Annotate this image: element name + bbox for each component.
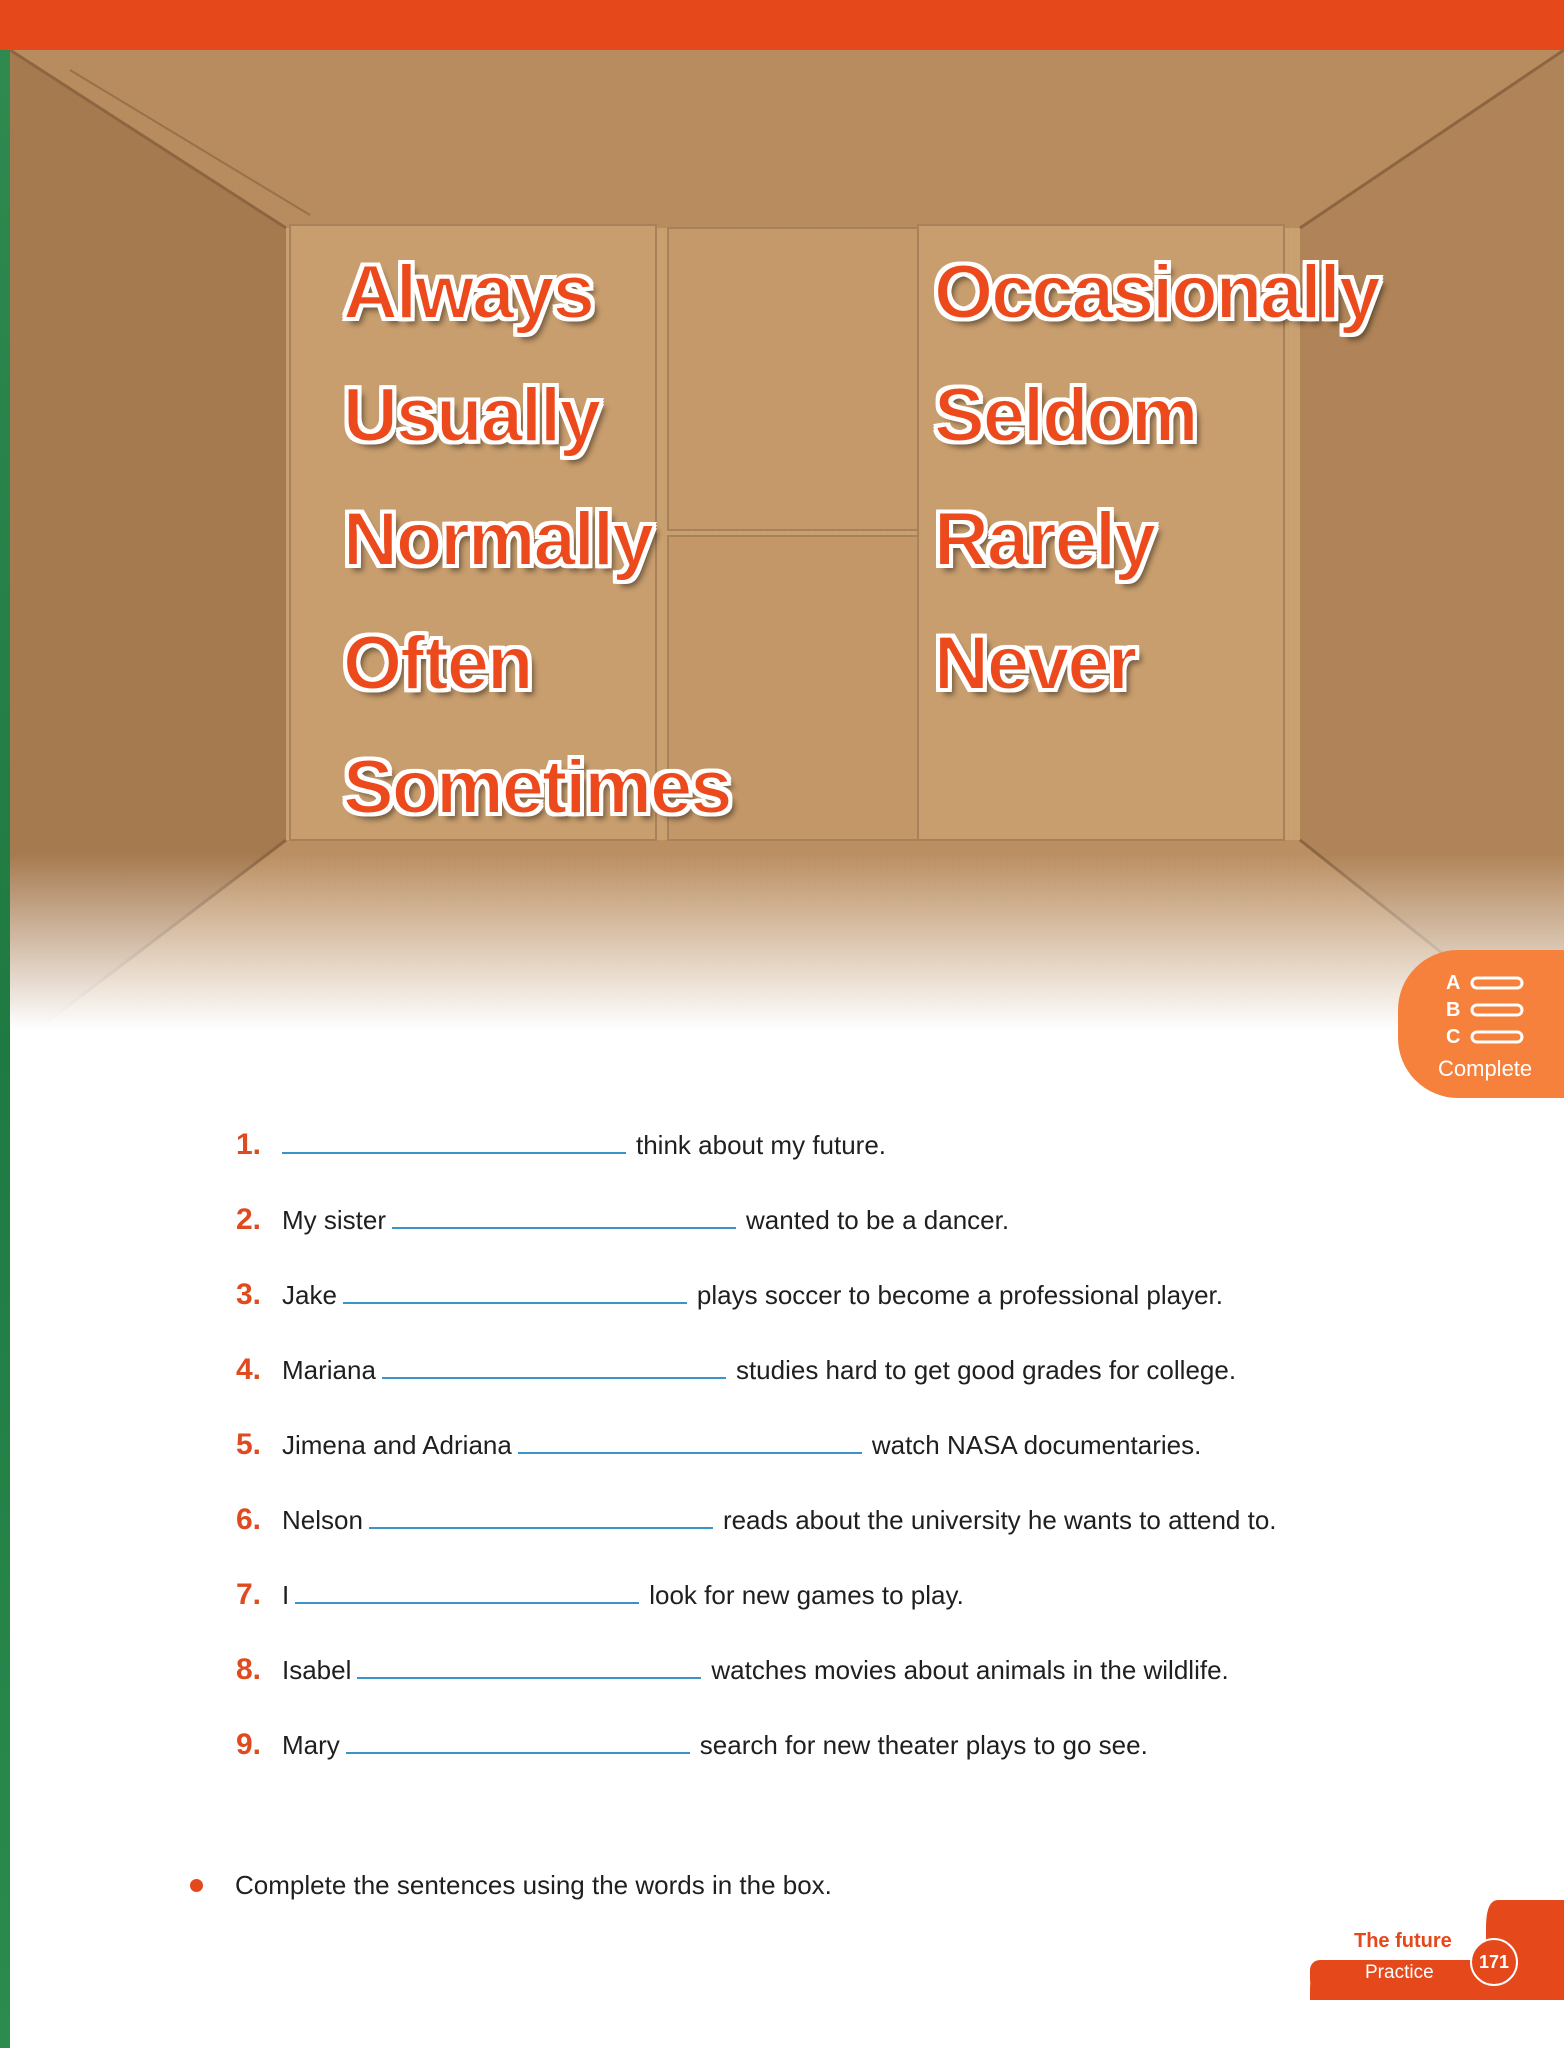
answer-blank[interactable]: [518, 1450, 862, 1454]
item-number: 1.: [236, 1128, 262, 1161]
item-text-before: I: [282, 1580, 290, 1610]
item-text-after: think about my future.: [636, 1130, 887, 1160]
item-text-after: watches movies about animals in the wildlife.: [711, 1655, 1229, 1685]
item-text-before: Mariana: [282, 1355, 376, 1385]
list-item: [236, 1503, 1277, 1553]
word-never: Never: [934, 621, 1136, 706]
item-text-after: watch NASA documentaries.: [871, 1430, 1202, 1460]
item-text-before: Nelson: [282, 1505, 363, 1535]
answer-blank[interactable]: [282, 1150, 626, 1154]
word-usually: Usually: [343, 373, 600, 458]
cardboard-box-image: [10, 50, 1564, 1030]
item-number: 3.: [236, 1278, 262, 1311]
item-text-before: Jake: [282, 1280, 337, 1310]
list-lines-icon: [1470, 976, 1526, 1046]
activity-type-tab: [1398, 950, 1564, 1098]
item-number: 9.: [236, 1728, 262, 1761]
abc-list-icon: [1446, 970, 1460, 1051]
page-footer-tab: [1310, 1898, 1564, 2000]
section-title: Practice: [1365, 1962, 1434, 1983]
list-item: [236, 1278, 1223, 1328]
list-item: [236, 1578, 964, 1628]
item-number: 4.: [236, 1353, 262, 1386]
item-text-after: studies hard to get good grades for college.: [735, 1355, 1237, 1385]
list-item: [236, 1428, 1201, 1478]
item-number: 6.: [236, 1503, 262, 1536]
word-rarely: Rarely: [934, 497, 1155, 582]
item-number: 5.: [236, 1428, 262, 1461]
word-occasionally: Occasionally: [934, 250, 1379, 335]
word-always: Always: [343, 250, 593, 335]
chapter-title: The future: [1354, 1930, 1452, 1952]
instruction: [190, 1870, 832, 1901]
list-item: [236, 1653, 1229, 1703]
item-number: 2.: [236, 1203, 262, 1236]
item-text-before: Isabel: [282, 1655, 352, 1685]
answer-blank[interactable]: [382, 1375, 726, 1379]
list-item: [236, 1128, 886, 1178]
left-decorative-strip: [0, 50, 10, 2048]
answer-blank[interactable]: [346, 1750, 690, 1754]
item-text-after: plays soccer to become a professional player.: [696, 1280, 1223, 1310]
word-seldom: Seldom: [934, 373, 1197, 458]
item-text-before: Jimena and Adriana: [282, 1430, 512, 1460]
letter-b: B: [1446, 999, 1461, 1021]
page-number: 171: [1470, 1938, 1518, 1986]
item-number: 7.: [236, 1578, 262, 1611]
item-text-after: reads about the university he wants to attend to.: [722, 1505, 1277, 1535]
item-text-before: Mary: [282, 1730, 340, 1760]
item-text-after: search for new theater plays to go see.: [699, 1730, 1148, 1760]
answer-blank[interactable]: [392, 1225, 736, 1229]
letter-a: A: [1446, 972, 1461, 994]
top-color-bar: [0, 0, 1564, 50]
answer-blank[interactable]: [343, 1300, 687, 1304]
item-text-before: My sister: [282, 1205, 386, 1235]
item-text-after: wanted to be a dancer.: [746, 1205, 1010, 1235]
item-number: 8.: [236, 1653, 262, 1686]
word-often: Often: [343, 621, 532, 706]
activity-type-label: Complete: [1438, 1056, 1533, 1081]
list-item: [236, 1728, 1148, 1778]
letter-c: C: [1446, 1026, 1461, 1048]
answer-blank[interactable]: [369, 1525, 713, 1529]
instruction-text: Complete the sentences using the words in the box.: [235, 1870, 832, 1900]
word-sometimes: Sometimes: [343, 745, 731, 830]
answer-blank[interactable]: [357, 1675, 701, 1679]
word-normally: Normally: [343, 497, 653, 582]
bullet-icon: [190, 1879, 203, 1892]
list-item: [236, 1353, 1236, 1403]
item-text-after: look for new games to play.: [649, 1580, 964, 1610]
list-item: [236, 1203, 1009, 1253]
answer-blank[interactable]: [295, 1600, 639, 1604]
